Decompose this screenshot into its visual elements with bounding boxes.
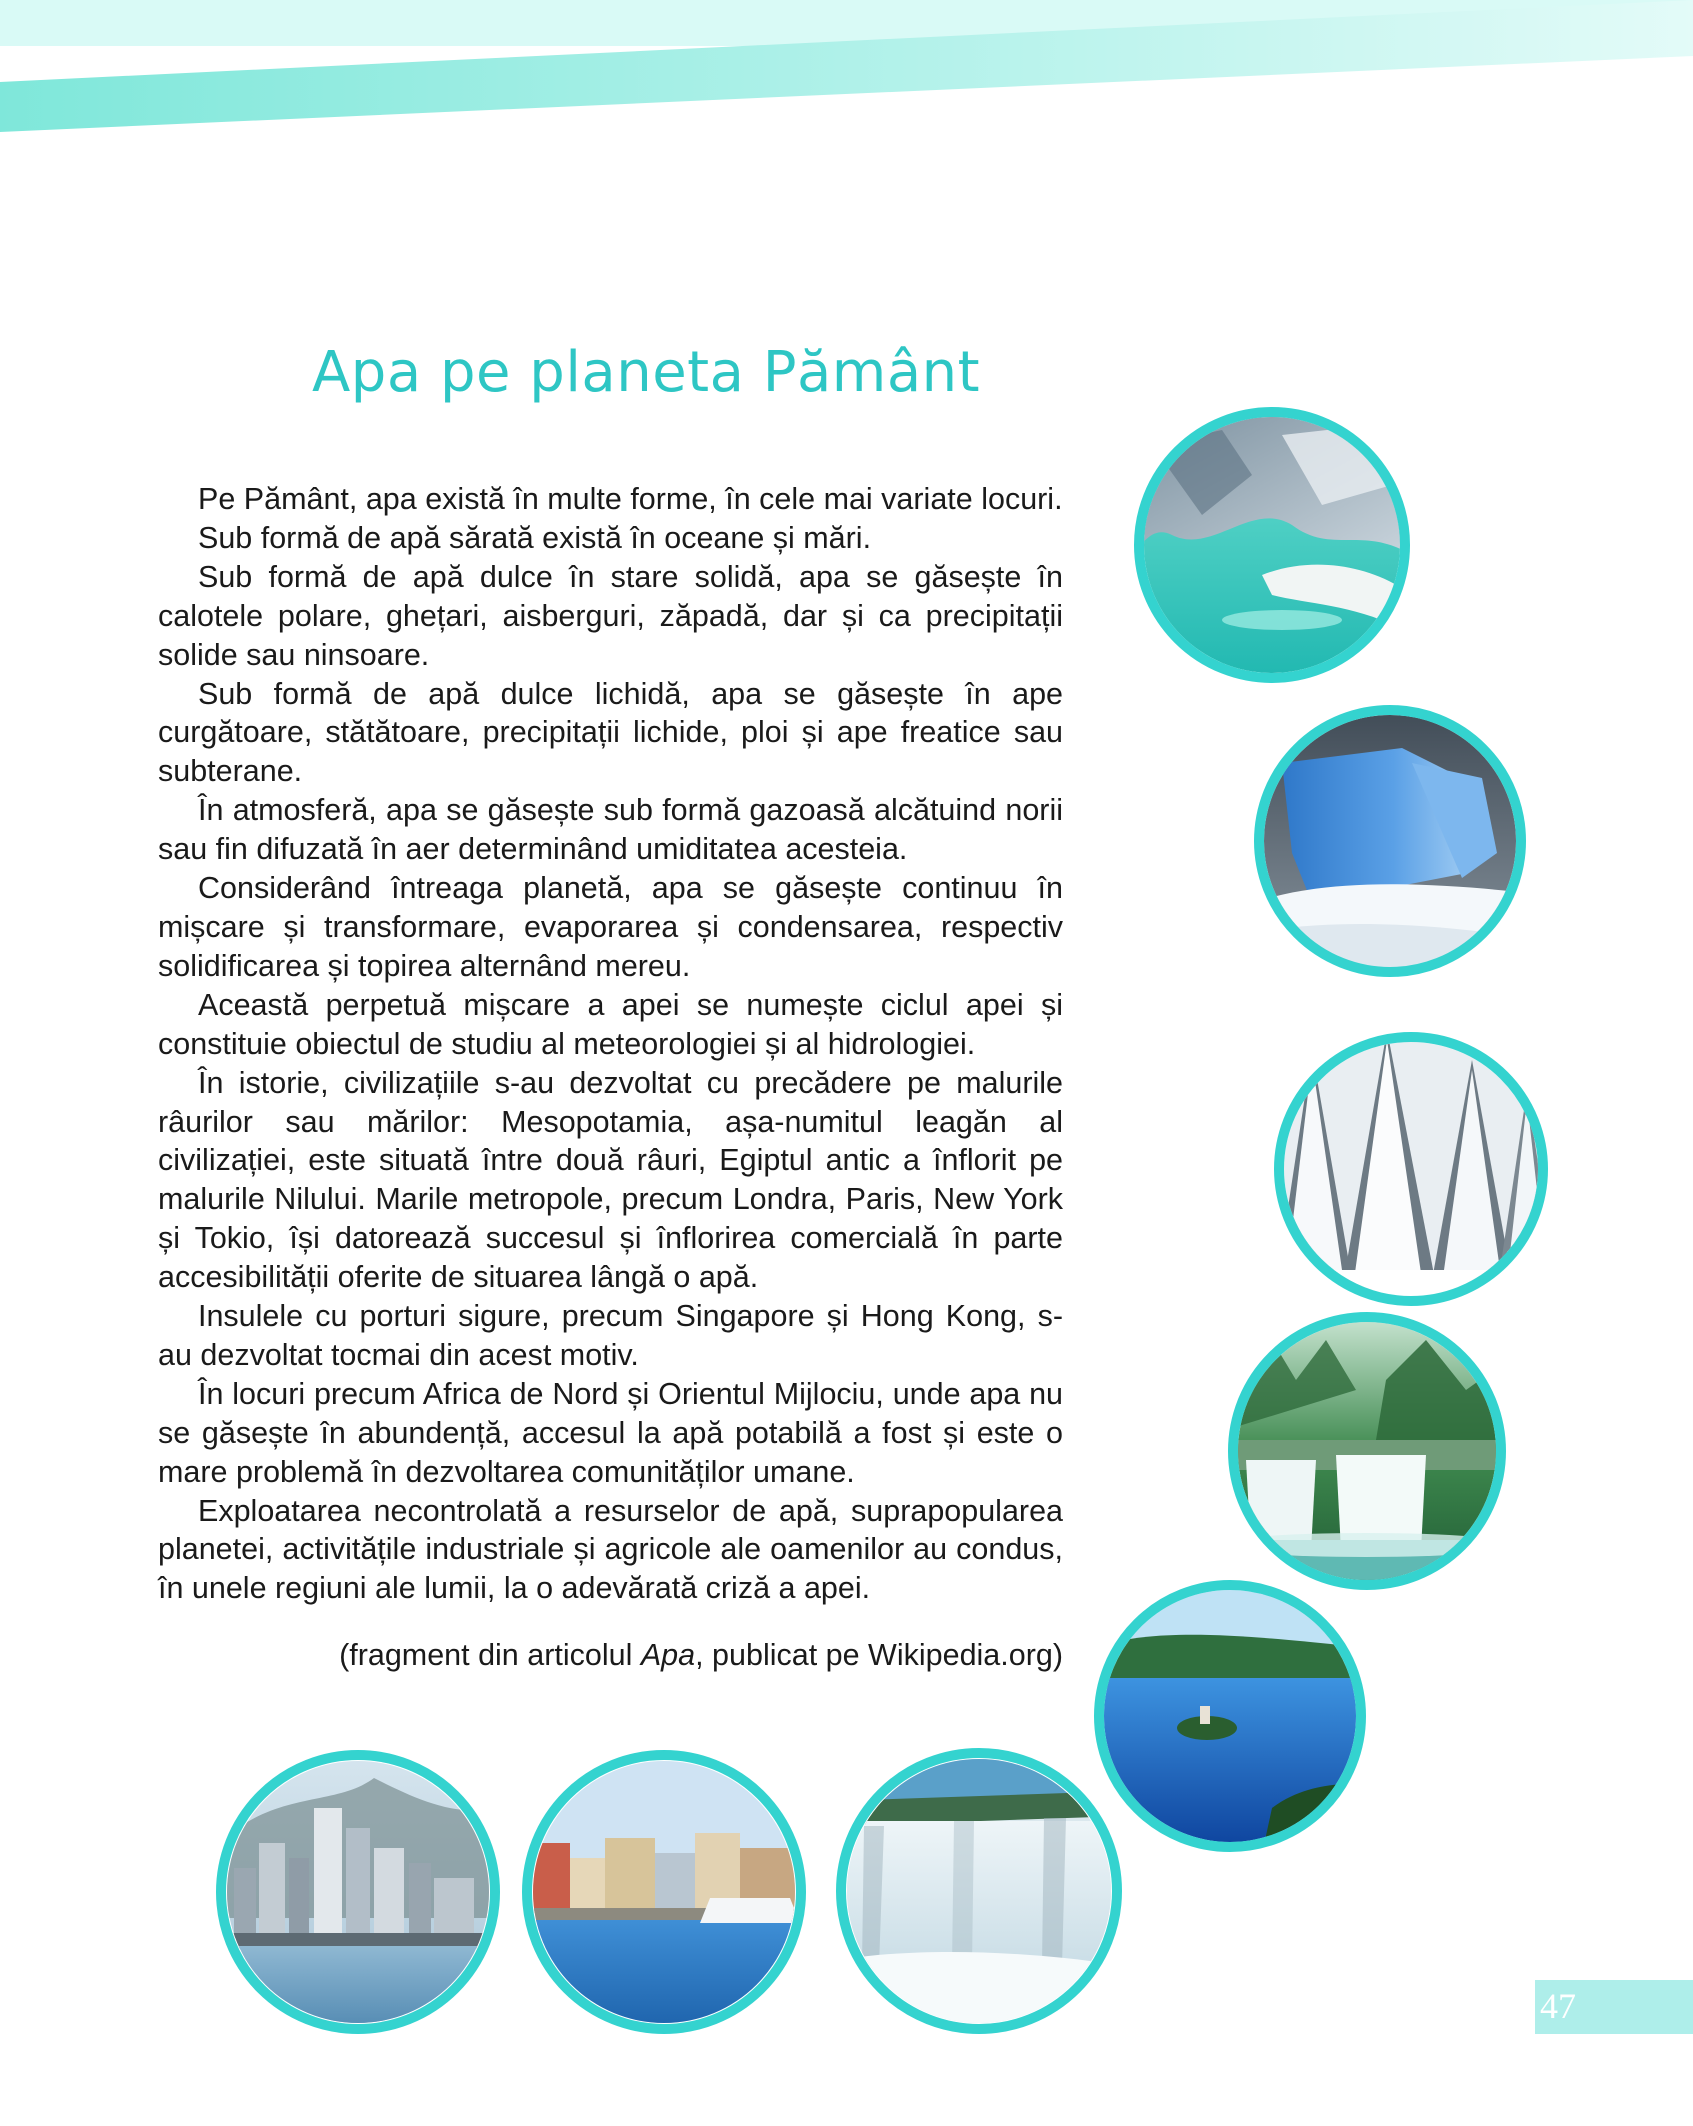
paragraph: În atmosferă, apa se găsește sub formă gazoasă alcătuind norii sau fin difuzată în aer determinând umiditatea acesteia. (158, 793, 1063, 867)
paragraph: Insulele cu porturi sigure, precum Singapore și Hong Kong, s-au dezvoltat tocmai din acest motiv. (158, 1299, 1063, 1372)
article-body (158, 480, 1063, 1608)
paragraph: Exploatarea necontrolată a resurselor de apă, suprapopularea planetei, activitățile industriale și agricole ale oamenilor au condus, în unele regiuni ale lumii, la o adevărată criză a apei. (158, 1493, 1063, 1606)
paragraph: Această perpetuă mișcare a apei se numește ciclul apei și constituie obiectul de studiu al meteorologiei și al hidrologiei. (158, 987, 1063, 1061)
photo-snowy-forest (1272, 1030, 1550, 1308)
paragraph: Sub formă de apă dulce lichidă, apa se găsește în ape curgătoare, stătătoare, precipitații lichide, ploi și ape freatice sau subterane. (158, 676, 1063, 789)
photo-city-skyline (214, 1748, 502, 2036)
page-title: Apa pe planeta Pământ (312, 340, 981, 405)
photo-sea-cove (1132, 405, 1412, 685)
paragraph: Considerând întreaga planetă, apa se găsește continuu în mișcare și transformare, evaporarea și condensarea, respectiv solidificarea și topirea alternând mereu. (158, 871, 1063, 983)
paragraph: În istorie, civilizațiile s-au dezvoltat cu precădere pe malurile râurilor sau mărilor: Mesopotamia, așa-numitul leagăn al civilizației, este situată între două râuri, Egiptul antic a înflorit pe malurile Nilului. Marile metropole, precum Londra, Paris, New York și Tokio, își datorează succesul și înflorirea comercială în parte accesibilității oferite de situarea lângă o apă. (158, 1065, 1063, 1295)
source-citation (158, 1636, 1063, 1675)
paragraph: Sub formă de apă dulce în stare solidă, apa se găsește în calotele polare, ghețari, aisberguri, zăpadă, dar și ca precipitații solide sau ninsoare. (158, 559, 1063, 672)
page-number: 47 (1540, 1986, 1576, 2026)
paragraph: În locuri precum Africa de Nord și Orientul Mijlociu, unde apa nu se găsește în abundență, accesul la apă potabilă a fost și este o mare problemă în dezvoltarea comunităților umane. (158, 1376, 1063, 1489)
paragraph: Sub formă de apă sărată există în oceane și mări. (198, 520, 872, 555)
photo-lake-island (1092, 1578, 1368, 1854)
photo-harbour (520, 1748, 808, 2036)
source-suffix: , publicat pe Wikipedia.org) (695, 1638, 1063, 1672)
photo-forest-waterfall (1226, 1310, 1508, 1592)
source-prefix: (fragment din articolul (339, 1638, 641, 1672)
header-band (0, 0, 1693, 140)
photo-iceberg (1252, 703, 1528, 979)
paragraph: Pe Pământ, apa există în multe forme, în cele mai variate locuri. (198, 482, 1063, 516)
photo-great-waterfall (834, 1746, 1124, 2036)
source-article-title: Apa (640, 1638, 696, 1672)
